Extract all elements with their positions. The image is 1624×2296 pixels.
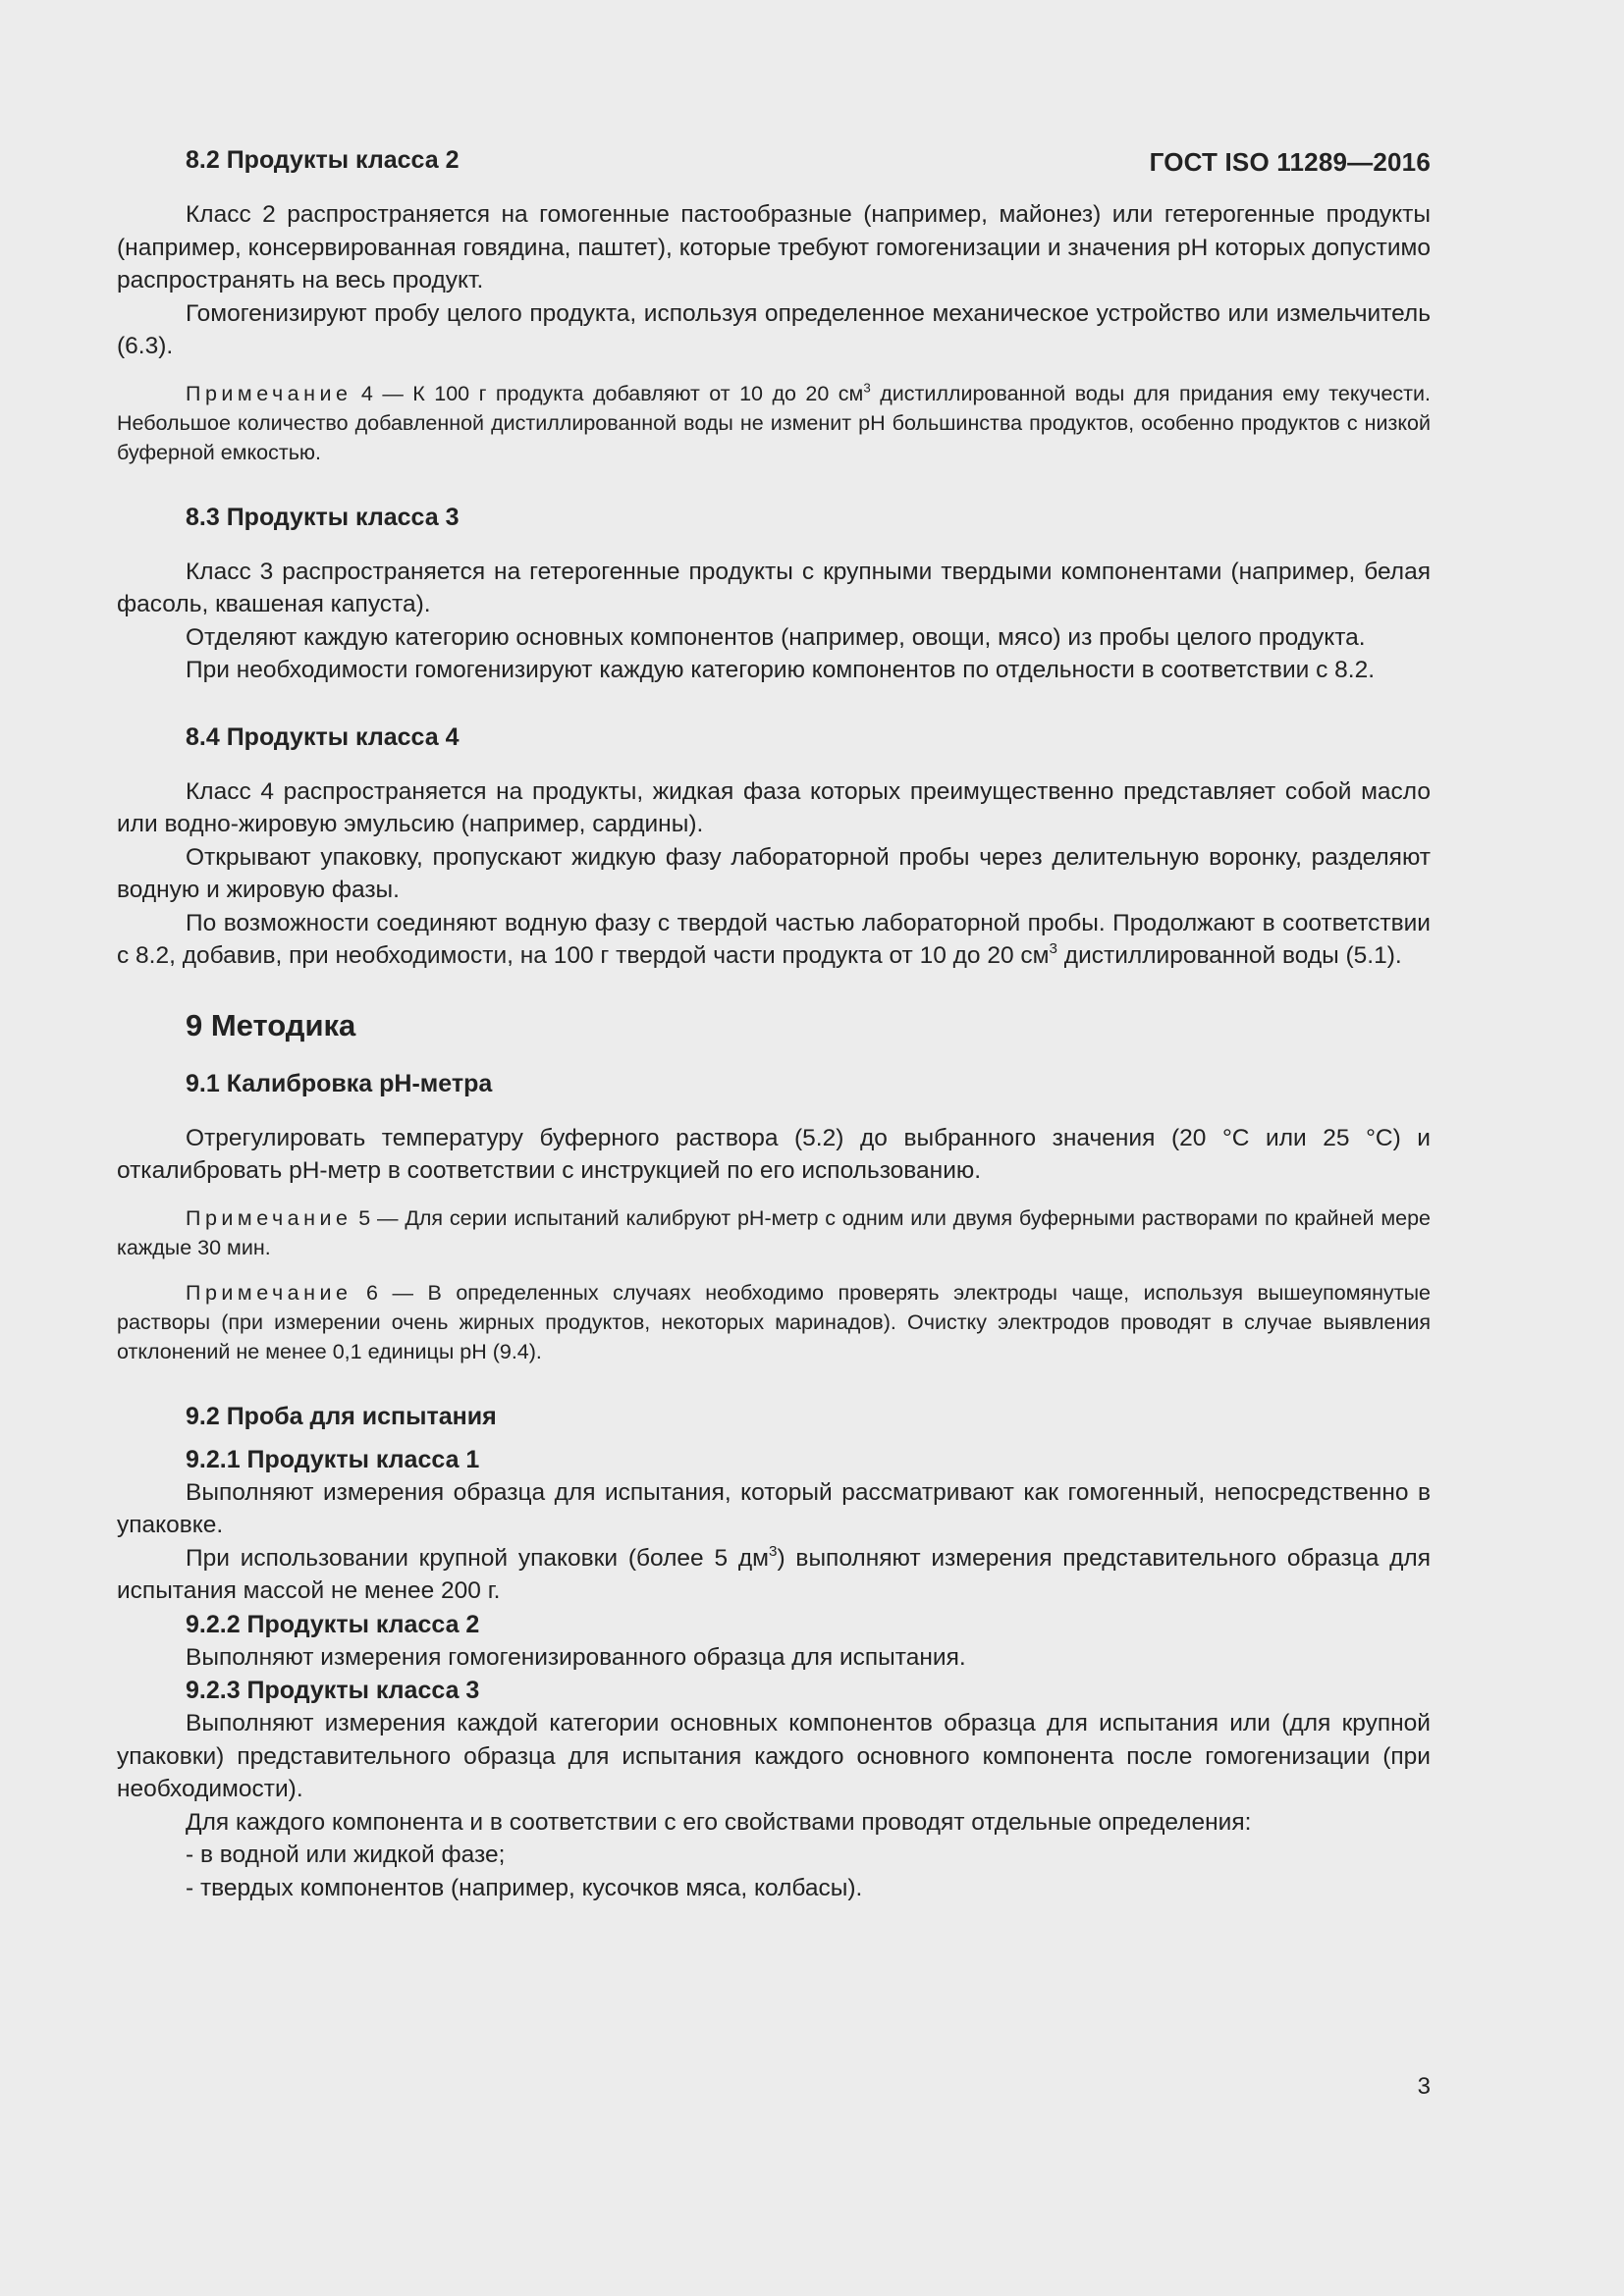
section-9-2-3-title: 9.2.3 Продукты класса 3 [186,1677,480,1704]
section-8-2-title: 8.2 Продукты класса 2 [186,146,460,174]
section-8-3-paragraph-1: Класс 3 распространяется на гетерогенные продукты с крупными твердыми компонентами (например, белая фасоль, квашеная капуста). [117,558,1431,617]
section-8-4-superscript: 3 [1049,940,1057,958]
section-9-2-2-title: 9.2.2 Продукты класса 2 [186,1610,480,1638]
note-6 [117,1278,1431,1366]
section-8-3-paragraph-3: При необходимости гомогенизируют каждую категорию компонентов по отдельности в соответствии с 8.2. [186,657,1376,683]
list-item: - в водной или жидкой фазе; [186,1842,506,1868]
note-5-label: Примечание [186,1205,352,1230]
list-item: - твердых компонентов (например, кусочков мяса, колбасы). [186,1874,863,1901]
section-8-3-paragraph-2: Отделяют каждую категорию основных компонентов (например, овощи, мясо) из пробы целого продукта. [186,623,1366,651]
section-8-2-paragraph-2: Гомогенизируют пробу целого продукта, используя определенное механическое устройство или измельчитель (6.3). [117,299,1431,359]
section-9-1-paragraph-1: Отрегулировать температуру буферного раствора (5.2) до выбранного значения (20 °С или 25 °С) и откалибровать pH-метр в соответствии с инструкцией по его использованию. [117,1124,1431,1184]
note-4-text-end: дистиллированной воды для придания ему текучести. Небольшое количество добавленной дистиллированной воды не изменит pH большинства продуктов, особенно продуктов с низкой буферной емкостью. [117,381,1431,464]
section-9-title: 9 Методика [186,1007,356,1042]
section-9-2-1-superscript: 3 [769,1542,778,1560]
section-8-2-paragraph-1: Класс 2 распространяется на гомогенные пастообразные (например, майонез) или гетерогенные продукты (например, консервированная говядина, паштет), которые требуют гомогенизации и значения pH которых допустимо распространять на весь продукт. [117,201,1431,294]
section-8-4-paragraph-3-end: дистиллированной воды (5.1). [1056,942,1402,969]
page-content [117,143,1431,1904]
section-8-4-paragraph-3 [117,907,1431,973]
section-9-1-title: 9.1 Калибровка pH-метра [186,1069,493,1097]
section-9-2-title: 9.2 Проба для испытания [186,1402,497,1430]
note-4-superscript: 3 [863,379,871,395]
section-9-2-2-paragraph-1: Выполняют измерения гомогенизированного образца для испытания. [186,1643,966,1671]
note-4-text-start: 4 — К 100 г продукта добавляют от 10 до 20 см [352,381,864,405]
section-9-2-3-paragraph-2: Для каждого компонента и в соответствии с его свойствами проводят отдельные определения: [186,1808,1252,1836]
section-9-2-3-paragraph-1: Выполняют измерения каждой категории основных компонентов образца для испытания или (для крупной упаковки) представительного образца для испытания каждого основного компонента после гомогенизации (при необходимости). [117,1710,1431,1802]
page-number: 3 [1417,2073,1431,2100]
section-8-4-title: 8.4 Продукты класса 4 [186,722,460,751]
section-8-4-paragraph-2: Открывают упаковку, пропускают жидкую фазу лабораторной пробы через делительную воронку, разделяют водную и жировую фазы. [117,843,1431,903]
section-8-4-paragraph-1: Класс 4 распространяется на продукты, жидкая фаза которых преимущественно представляет собой масло или водно-жировую эмульсию (например, сардины). [117,777,1431,837]
section-9-2-1-paragraph-1: Выполняют измерения образца для испытания, который рассматривают как гомогенный, непосредственно в упаковке. [117,1478,1431,1538]
note-6-label: Примечание [186,1280,352,1305]
note-4-label: Примечание [186,381,352,405]
note-5 [117,1203,1431,1262]
document-header-id: ГОСТ ISO 11289—2016 [1149,147,1431,177]
section-8-4-paragraph-3-start: По возможности соединяют водную фазу с твердой частью лабораторной пробы. Продолжают в соответствии с 8.2, добавив, при необходимости, на 100 г твердой части продукта от 10 до 20 см [117,909,1431,969]
note-4 [117,379,1431,467]
section-8-3-title: 8.3 Продукты класса 3 [186,503,460,531]
section-9-2-1-title: 9.2.1 Продукты класса 1 [186,1445,480,1473]
section-9-2-1-paragraph-2-end: ) выполняют измерения представительного образца для испытания массой не менее 200 г. [117,1544,1431,1604]
note-6-text: 6 — В определенных случаях необходимо проверять электроды чаще, используя вышеупомянутые растворы (при измерении очень жирных продуктов, некоторых маринадов). Очистку электродов проводят в случае выявления отклонений не менее 0,1 единицы pH (9.4). [117,1280,1431,1363]
note-5-text: 5 — Для серии испытаний калибруют pH-метр с одним или двумя буферными растворами по крайней мере каждые 30 мин. [117,1205,1431,1259]
section-9-2-1-paragraph-2-start: При использовании крупной упаковки (более 5 дм [186,1544,770,1572]
section-9-2-1-paragraph-2 [117,1542,1431,1608]
